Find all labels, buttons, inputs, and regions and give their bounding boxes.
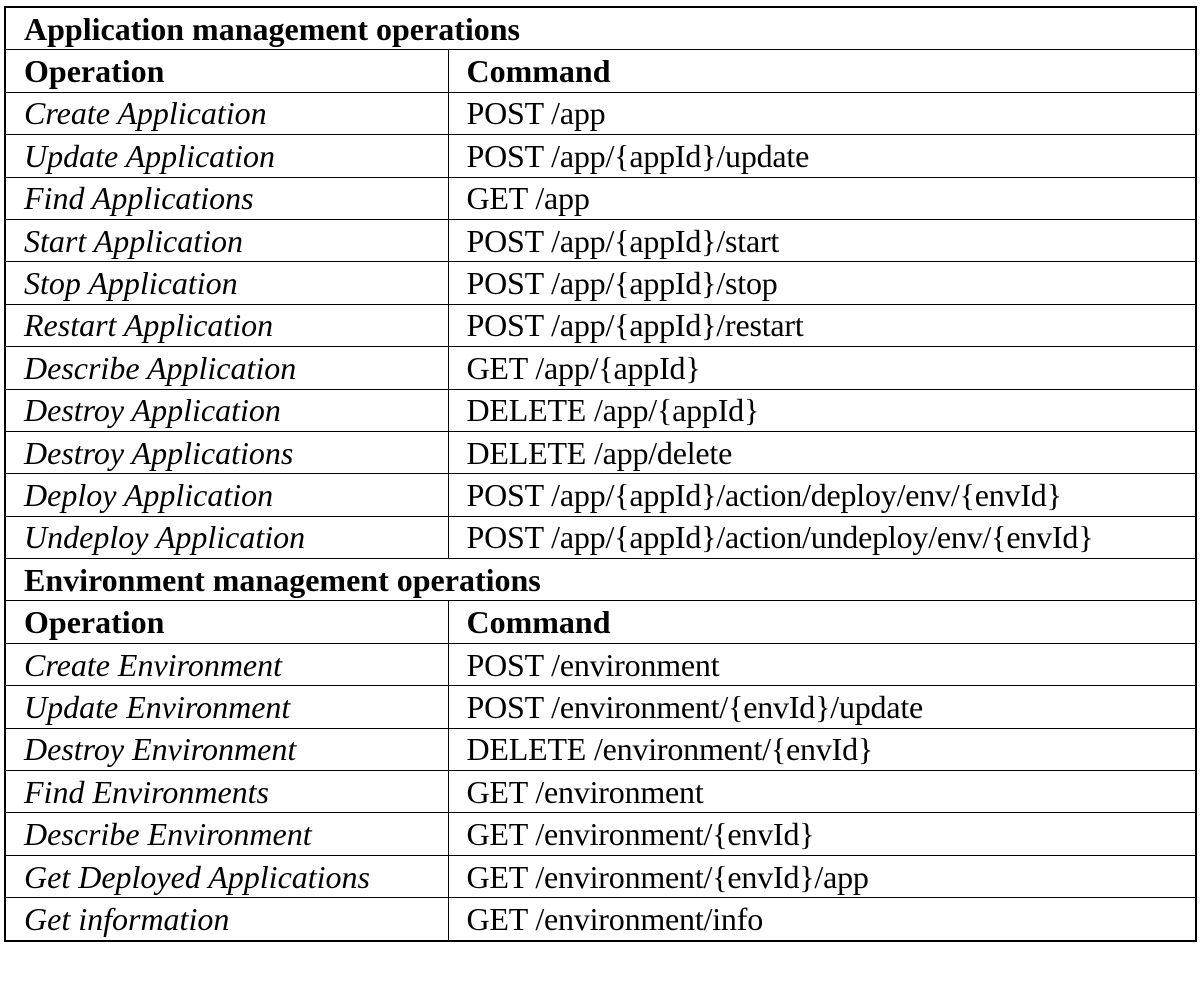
table-row — [5, 898, 1196, 941]
table-row — [5, 813, 1196, 855]
command-cell: POST /app/{appId}/update — [448, 135, 1196, 177]
table-row — [5, 262, 1196, 304]
column-header-row — [5, 50, 1196, 92]
table-row — [5, 728, 1196, 770]
operation-cell: Destroy Applications — [5, 431, 448, 473]
table-row — [5, 219, 1196, 261]
command-cell: GET /app/{appId} — [448, 347, 1196, 389]
operation-cell: Deploy Application — [5, 474, 448, 516]
table-row — [5, 474, 1196, 516]
table-row — [5, 304, 1196, 346]
operation-column-header: Operation — [5, 601, 448, 643]
operation-column-header: Operation — [5, 50, 448, 92]
operation-cell: Restart Application — [5, 304, 448, 346]
table-row — [5, 347, 1196, 389]
command-cell: DELETE /app/delete — [448, 431, 1196, 473]
table-row — [5, 389, 1196, 431]
section-title-row — [5, 559, 1196, 601]
operation-cell: Find Applications — [5, 177, 448, 219]
operation-cell: Describe Application — [5, 347, 448, 389]
operation-cell: Start Application — [5, 219, 448, 261]
column-header-row — [5, 601, 1196, 643]
operation-cell: Create Application — [5, 92, 448, 134]
section-title: Application management operations — [5, 7, 1196, 50]
command-cell: GET /environment/info — [448, 898, 1196, 941]
command-cell: DELETE /environment/{envId} — [448, 728, 1196, 770]
command-cell: POST /app/{appId}/restart — [448, 304, 1196, 346]
table-row — [5, 771, 1196, 813]
command-column-header: Command — [448, 601, 1196, 643]
command-cell: POST /app — [448, 92, 1196, 134]
table-row — [5, 177, 1196, 219]
operation-cell: Update Environment — [5, 686, 448, 728]
command-cell: GET /environment/{envId}/app — [448, 855, 1196, 897]
operation-cell: Destroy Environment — [5, 728, 448, 770]
command-cell: GET /environment/{envId} — [448, 813, 1196, 855]
table-row — [5, 855, 1196, 897]
operation-cell: Create Environment — [5, 643, 448, 685]
table-row — [5, 643, 1196, 685]
command-cell: DELETE /app/{appId} — [448, 389, 1196, 431]
operation-cell: Stop Application — [5, 262, 448, 304]
operation-cell: Get information — [5, 898, 448, 941]
operations-table — [4, 6, 1197, 942]
operation-cell: Describe Environment — [5, 813, 448, 855]
operation-cell: Update Application — [5, 135, 448, 177]
command-cell: POST /app/{appId}/action/undeploy/env/{envId} — [448, 516, 1196, 558]
command-cell: POST /app/{appId}/action/deploy/env/{envId} — [448, 474, 1196, 516]
table-row — [5, 686, 1196, 728]
command-cell: GET /environment — [448, 771, 1196, 813]
table-row — [5, 92, 1196, 134]
section-title-row — [5, 7, 1196, 50]
operation-cell: Get Deployed Applications — [5, 855, 448, 897]
table-row — [5, 516, 1196, 558]
command-cell: POST /app/{appId}/stop — [448, 262, 1196, 304]
operation-cell: Destroy Application — [5, 389, 448, 431]
table-row — [5, 431, 1196, 473]
operation-cell: Find Environments — [5, 771, 448, 813]
operation-cell: Undeploy Application — [5, 516, 448, 558]
command-cell: POST /environment/{envId}/update — [448, 686, 1196, 728]
section-title: Environment management operations — [5, 559, 1196, 601]
command-cell: GET /app — [448, 177, 1196, 219]
command-cell: POST /app/{appId}/start — [448, 219, 1196, 261]
command-cell: POST /environment — [448, 643, 1196, 685]
table-row — [5, 135, 1196, 177]
command-column-header: Command — [448, 50, 1196, 92]
